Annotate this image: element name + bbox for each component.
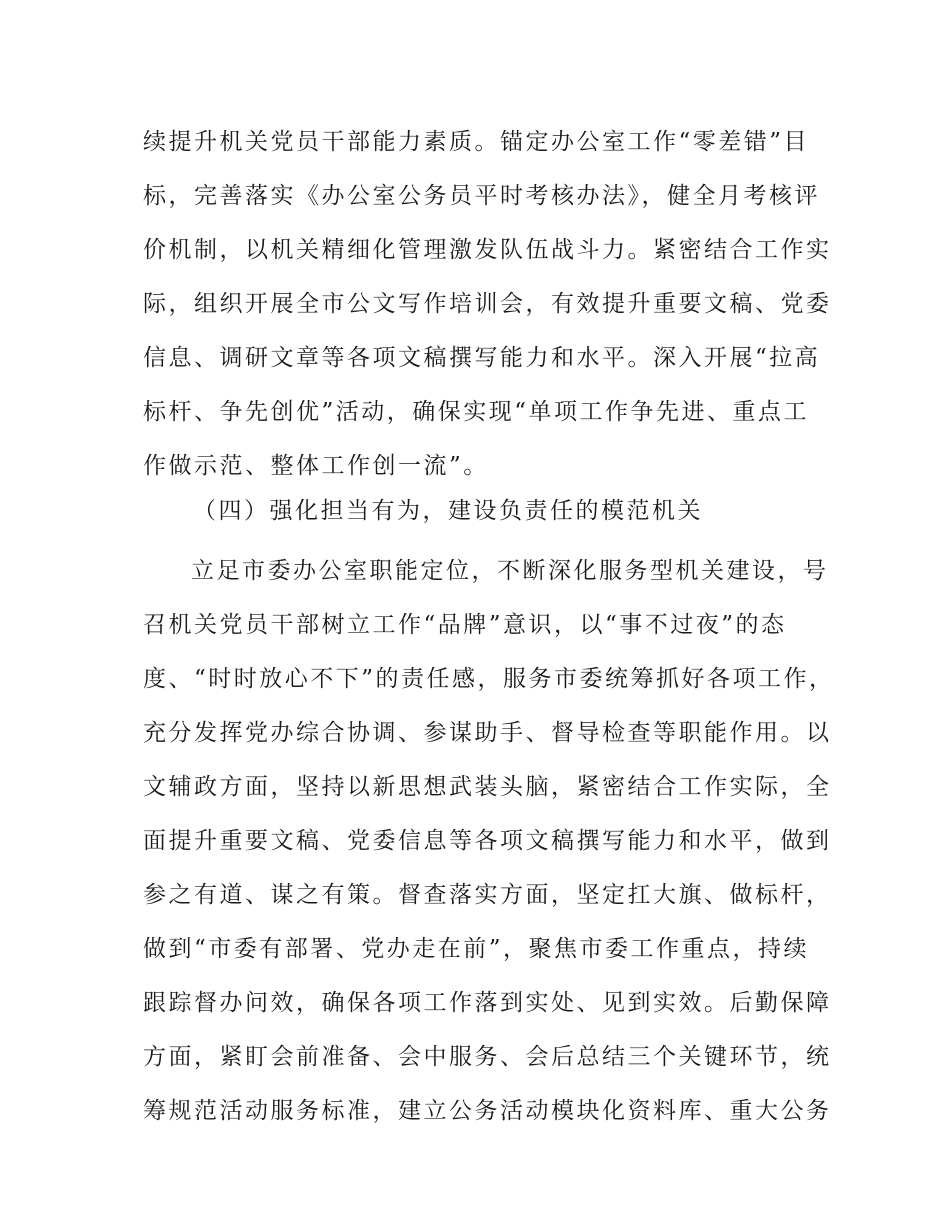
- paragraph-line: 标杆、争先创优”活动，确保实现“单项工作争先进、重点工: [143, 399, 810, 425]
- paragraph-line: 召机关党员干部树立工作“品牌”意识，以“事不过夜”的态: [143, 612, 787, 638]
- paragraph-line: 信息、调研文章等各项文稿撰写能力和水平。深入开展“拉高: [143, 345, 821, 371]
- paragraph-line: 际，组织开展全市公文写作培训会，有效提升重要文稿、党委: [143, 291, 832, 317]
- paragraph-line: 作做示范、整体工作创一流”。: [143, 453, 489, 479]
- paragraph-line: 充分发挥党办综合协调、参谋助手、督导检查等职能作用。以: [143, 720, 832, 746]
- paragraph-line: 做到“市委有部署、党办走在前”，聚焦市委工作重点，持续: [143, 936, 810, 962]
- paragraph-line: 度、“时时放心不下”的责任感，服务市委统筹抓好各项工作，: [143, 666, 835, 692]
- paragraph-line: 参之有道、谋之有策。督查落实方面，坚定扛大旗、做标杆，: [143, 882, 832, 908]
- section-heading: [193, 484, 873, 538]
- paragraph-line: 立足市委办公室职能定位，不断深化服务型机关建设，号: [191, 558, 829, 584]
- paragraph-1: [143, 115, 832, 493]
- paragraph-line: 价机制，以机关精细化管理激发队伍战斗力。紧密结合工作实: [143, 237, 832, 263]
- paragraph-line: 跟踪督办问效，确保各项工作落到实处、见到实效。后勤保障: [143, 990, 832, 1016]
- paragraph-line: 续提升机关党员干部能力素质。锚定办公室工作“零差错”目: [143, 129, 810, 155]
- paragraph-line: 标，完善落实《办公室公务员平时考核办法》，健全月考核评: [143, 183, 820, 209]
- paragraph-line: 方面，紧盯会前准备、会中服务、会后总结三个关键环节，统: [143, 1044, 832, 1070]
- paragraph-2: [143, 544, 835, 1138]
- paragraph-line: 筹规范活动服务标准，建立公务活动模块化资料库、重大公务: [143, 1098, 832, 1124]
- paragraph-line: 面提升重要文稿、党委信息等各项文稿撰写能力和水平，做到: [143, 828, 832, 854]
- section-heading-text: （四）强化担当有为，建设负责任的模范机关: [193, 498, 703, 524]
- paragraph-line: 文辅政方面，坚持以新思想武装头脑，紧密结合工作实际，全: [143, 774, 832, 800]
